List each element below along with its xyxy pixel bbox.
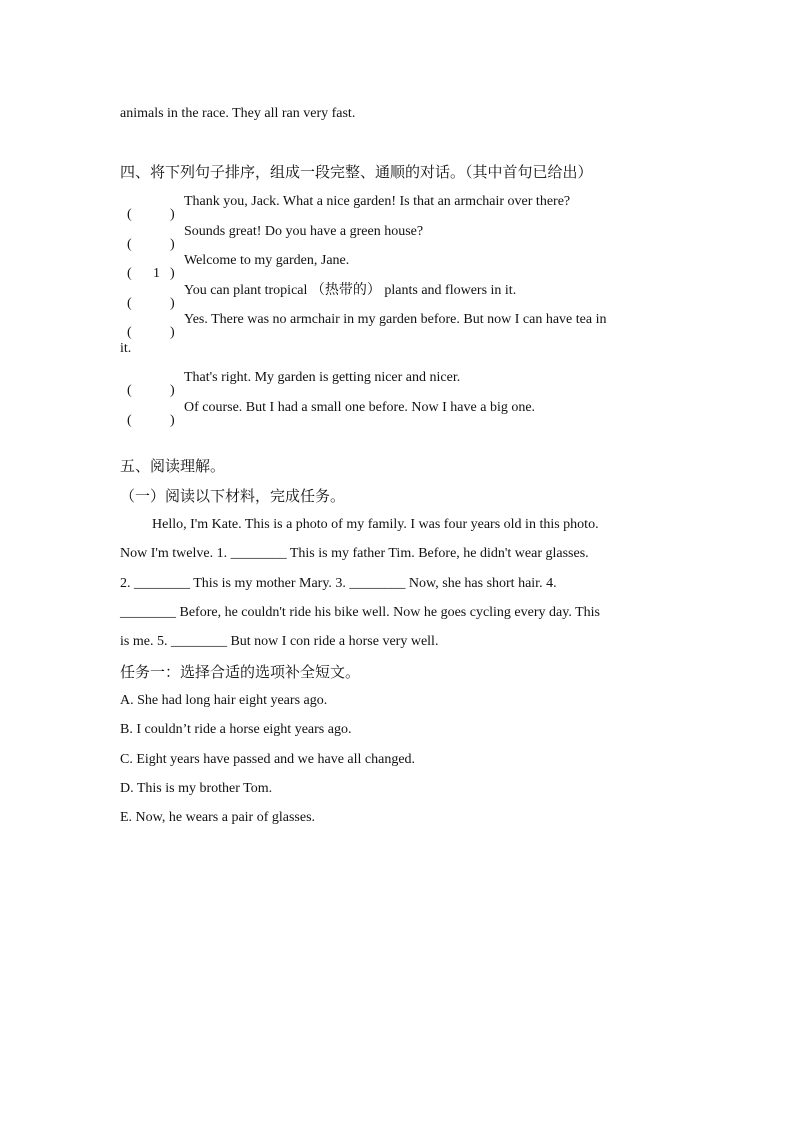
order-item-text: That's right. My garden is getting nicer and nicer. bbox=[184, 370, 461, 385]
option-b: B. I couldn’t ride a horse eight years ago. bbox=[120, 722, 352, 737]
option-a: A. She had long hair eight years ago. bbox=[120, 693, 328, 708]
option-e: E. Now, he wears a pair of glasses. bbox=[120, 810, 316, 825]
option-d: D. This is my brother Tom. bbox=[120, 781, 273, 796]
order-item-text: You can plant tropical bbox=[184, 283, 311, 298]
section5-heading: 五、阅读理解。 bbox=[120, 457, 226, 475]
order-item-2: ( ) Sounds great! Do you have a green house? bbox=[127, 224, 424, 252]
order-item-text: Thank you, Jack. What a nice garden! Is that an armchair over there? bbox=[184, 194, 571, 209]
section4-heading: 四、将下列句子排序，组成一段完整、通顺的对话。（其中首句已给出） bbox=[120, 163, 593, 181]
passage-line-2: Now I'm twelve. 1. ________ This is my father Tim. Before, he didn't wear glasses. bbox=[120, 546, 589, 561]
order-item-text: Yes. There was no armchair in my garden before. But now I can have tea in bbox=[184, 312, 607, 327]
order-item-5: ( ) Yes. There was no armchair in my garden before. But now I can have tea in bbox=[127, 312, 607, 340]
passage-line-3: 2. ________ This is my mother Mary. 3. ________ Now, she has short hair. 4. bbox=[120, 576, 557, 591]
order-item-5-wrap: it. bbox=[120, 341, 132, 356]
order-item-text-end: plants and flowers in it. bbox=[380, 283, 517, 298]
task-heading: 任务一：选择合适的选项补全短文。 bbox=[120, 663, 361, 681]
order-item-text: Of course. But I had a small one before. Now I have a big one. bbox=[184, 400, 536, 415]
order-item-text: Welcome to my garden, Jane. bbox=[184, 253, 350, 268]
intro-tail-text: animals in the race. They all ran very fast. bbox=[120, 106, 356, 121]
passage-line-1: Hello, I'm Kate. This is a photo of my family. I was four years old in this photo. bbox=[152, 517, 599, 532]
order-item-4: ( ) You can plant tropical （热带的） plants and flowers in it. bbox=[127, 282, 517, 311]
section5-sub-heading: （一）阅读以下材料，完成任务。 bbox=[120, 487, 346, 505]
order-item-text: Sounds great! Do you have a green house? bbox=[184, 224, 424, 239]
passage-line-5: is me. 5. ________ But now I con ride a horse very well. bbox=[120, 634, 439, 649]
order-item-1: ( ) Thank you, Jack. What a nice garden! Is that an armchair over there? bbox=[127, 194, 571, 222]
option-c: C. Eight years have passed and we have all changed. bbox=[120, 752, 416, 767]
order-item-chinese-gloss: （热带的） bbox=[310, 282, 381, 298]
order-item-3: ( 1 ) Welcome to my garden, Jane. bbox=[127, 253, 350, 281]
passage-line-4: ________ Before, he couldn't ride his bike well. Now he goes cycling every day. This bbox=[120, 605, 600, 620]
order-item-6: ( ) That's right. My garden is getting nicer and nicer. bbox=[127, 370, 461, 398]
order-item-7: ( ) Of course. But I had a small one before. Now I have a big one. bbox=[127, 400, 536, 428]
